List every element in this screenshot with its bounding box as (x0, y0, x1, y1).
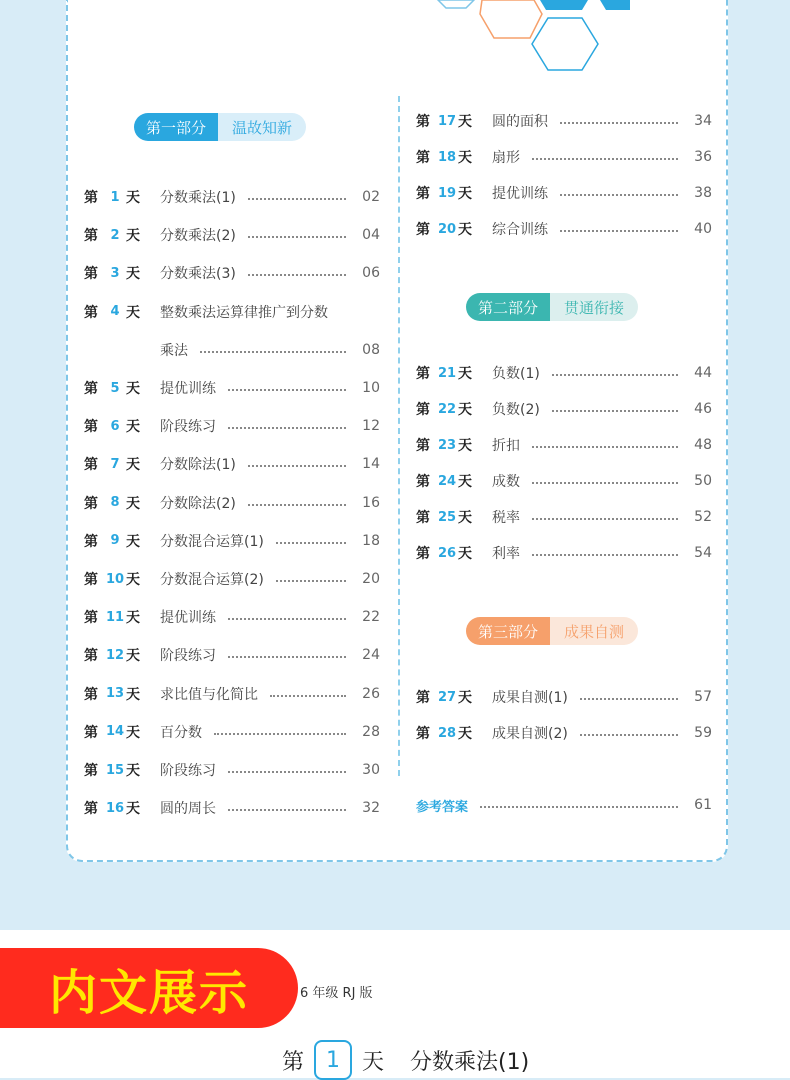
toc-di: 第 (416, 402, 430, 418)
leader-dots (228, 427, 346, 429)
toc-page: 30 (362, 762, 380, 778)
toc-title: 分数混合运算(2) (160, 572, 264, 588)
toc-title: 负数(2) (492, 402, 540, 418)
toc-di: 第 (416, 366, 430, 382)
toc-day-number: 6 (110, 418, 120, 434)
toc-day-number: 22 (437, 401, 457, 417)
toc-row[interactable] (416, 181, 712, 205)
day-heading-di: 第 (282, 1049, 305, 1075)
toc-page: 57 (694, 689, 712, 705)
toc-day-number: 23 (437, 437, 457, 453)
toc-tian: 天 (126, 190, 140, 206)
section-name-label: 成果自测 (550, 617, 638, 645)
toc-tian: 天 (126, 686, 140, 703)
toc-title: 分数乘法(1) (160, 190, 236, 206)
toc-tian: 天 (126, 457, 140, 474)
toc-title: 分数混合运算(1) (160, 533, 264, 550)
toc-di: 第 (84, 419, 98, 436)
section-name-label: 贯通衔接 (550, 293, 638, 321)
toc-tian: 天 (458, 546, 472, 562)
section-name-label: 温故知新 (218, 113, 306, 141)
answers-page: 61 (694, 797, 712, 813)
toc-di: 第 (416, 186, 430, 202)
toc-tian: 天 (126, 572, 140, 588)
toc-di: 第 (84, 533, 98, 550)
toc-page: 06 (362, 265, 380, 282)
toc-tian: 天 (458, 222, 472, 238)
toc-title: 阶段练习 (160, 763, 216, 779)
leader-dots (560, 122, 678, 124)
toc-title: 阶段练习 (160, 419, 216, 436)
toc-tian: 天 (458, 474, 472, 490)
toc-day-number: 10 (105, 571, 125, 587)
toc-title: 提优训练 (492, 186, 548, 202)
leader-dots (276, 542, 346, 544)
toc-tian: 天 (126, 763, 140, 779)
toc-di: 第 (84, 304, 98, 321)
leader-dots (214, 733, 346, 735)
toc-di: 第 (416, 726, 430, 742)
toc-page: 46 (694, 401, 712, 417)
toc-day-number: 5 (110, 380, 120, 396)
toc-di: 第 (84, 610, 98, 627)
toc-row[interactable] (84, 720, 380, 744)
toc-row[interactable] (84, 338, 380, 362)
toc-row[interactable] (416, 433, 712, 457)
toc-day-number: 27 (437, 689, 457, 705)
toc-di: 第 (84, 190, 98, 206)
toc-page: 24 (362, 647, 380, 664)
leader-dots (480, 806, 678, 808)
toc-title: 圆的周长 (160, 801, 216, 818)
toc-tian: 天 (126, 419, 140, 436)
toc-row[interactable] (416, 361, 712, 385)
toc-day-number: 26 (437, 545, 457, 561)
section-part-label: 第二部分 (466, 293, 550, 321)
toc-tian: 天 (126, 381, 140, 397)
toc-row[interactable] (84, 567, 380, 591)
toc-tian: 天 (458, 438, 472, 454)
toc-tian: 天 (458, 690, 472, 706)
leader-dots (228, 809, 346, 811)
toc-title: 成果自测(2) (492, 726, 568, 742)
toc-row[interactable] (416, 397, 712, 421)
toc-row[interactable] (416, 541, 712, 565)
toc-page: 04 (362, 227, 380, 244)
toc-day-number: 24 (437, 473, 457, 489)
leader-dots (248, 465, 346, 467)
toc-page: 32 (362, 800, 380, 817)
leader-dots (228, 618, 346, 620)
toc-page: 02 (362, 189, 380, 205)
toc-di: 第 (416, 510, 430, 526)
toc-day-number: 13 (105, 686, 125, 702)
leader-dots (228, 656, 346, 658)
toc-day-number: 28 (437, 725, 457, 741)
section-header-2 (466, 293, 638, 321)
leader-dots (276, 580, 346, 582)
toc-title: 乘法 (160, 342, 188, 359)
toc-row[interactable] (84, 414, 380, 438)
toc-title: 分数除法(2) (160, 495, 236, 512)
toc-page: 26 (362, 685, 380, 702)
toc-title: 扇形 (492, 150, 520, 166)
toc-page: 12 (362, 418, 380, 435)
toc-di: 第 (416, 438, 430, 454)
toc-day-number: 7 (110, 456, 120, 472)
toc-day-number: 18 (437, 149, 457, 165)
leader-dots (532, 554, 678, 556)
toc-day-number: 21 (437, 365, 457, 381)
toc-row[interactable] (416, 109, 712, 133)
toc-day-number: 8 (110, 495, 120, 511)
leader-dots (248, 504, 346, 506)
toc-title: 百分数 (160, 724, 202, 741)
toc-tian: 天 (458, 150, 472, 166)
toc-di: 第 (416, 546, 430, 562)
toc-title: 分数除法(1) (160, 457, 236, 474)
section-header-1 (134, 113, 306, 141)
leader-dots (560, 230, 678, 232)
toc-title: 阶段练习 (160, 648, 216, 665)
toc-tian: 天 (126, 610, 140, 627)
leader-dots (248, 274, 346, 276)
day-heading (282, 1040, 529, 1080)
toc-day-number: 16 (105, 800, 125, 816)
toc-page: 54 (694, 545, 712, 561)
column-divider (398, 96, 400, 776)
toc-di: 第 (84, 266, 98, 283)
toc-di: 第 (416, 690, 430, 706)
toc-di: 第 (84, 228, 98, 245)
day-number-box (314, 1040, 352, 1080)
toc-day-number: 2 (110, 227, 120, 243)
toc-row[interactable] (416, 721, 712, 745)
toc-day-number: 17 (437, 113, 457, 129)
answers-label: 参考答案 (416, 799, 469, 815)
section-part-label: 第一部分 (134, 113, 218, 141)
leader-dots (552, 374, 678, 376)
toc-title: 分数乘法(3) (160, 266, 236, 283)
toc-row[interactable] (84, 376, 380, 400)
leader-dots (560, 194, 678, 196)
toc-tian: 天 (126, 228, 140, 245)
leader-dots (228, 389, 346, 391)
toc-tian: 天 (126, 304, 140, 321)
toc-row[interactable] (84, 605, 380, 629)
toc-day-number: 1 (110, 189, 120, 205)
toc-row[interactable] (84, 185, 380, 209)
leader-dots (580, 734, 678, 736)
toc-di: 第 (84, 724, 98, 741)
toc-tian: 天 (458, 366, 472, 382)
answers-row[interactable] (416, 793, 712, 817)
toc-title: 利率 (492, 546, 520, 562)
toc-di: 第 (84, 495, 98, 512)
toc-day-number: 14 (105, 724, 125, 740)
toc-page: 08 (362, 341, 380, 358)
toc-row[interactable] (416, 145, 712, 169)
toc-row[interactable] (84, 223, 380, 247)
toc-row[interactable] (84, 300, 380, 324)
toc-title: 提优训练 (160, 610, 216, 627)
toc-page: 38 (694, 185, 712, 201)
toc-page: 16 (362, 494, 380, 511)
toc-title: 综合训练 (492, 222, 548, 238)
hexagon-decoration (430, 0, 630, 80)
toc-day-number: 11 (105, 609, 125, 625)
leader-dots (248, 236, 346, 238)
toc-page: 40 (694, 221, 712, 237)
grade-label: 6 年级 RJ 版 (300, 986, 373, 1001)
toc-page: 50 (694, 473, 712, 489)
toc-title: 圆的面积 (492, 114, 548, 130)
toc-title: 税率 (492, 510, 520, 526)
toc-tian: 天 (126, 266, 140, 283)
leader-dots (580, 698, 678, 700)
toc-title: 提优训练 (160, 381, 216, 397)
section-header-3 (466, 617, 638, 645)
toc-day-number: 9 (110, 533, 120, 549)
day-heading-title: 分数乘法(1) (410, 1049, 530, 1075)
toc-title: 负数(1) (492, 366, 540, 382)
toc-tian: 天 (458, 186, 472, 202)
toc-tian: 天 (458, 726, 472, 742)
toc-title: 求比值与化简比 (160, 686, 258, 703)
toc-di: 第 (84, 381, 98, 397)
leader-dots (200, 351, 346, 353)
toc-day-number: 15 (105, 762, 125, 778)
leader-dots (532, 446, 678, 448)
leader-dots (532, 482, 678, 484)
leader-dots (270, 695, 346, 697)
toc-row[interactable] (416, 505, 712, 529)
toc-title: 成数 (492, 474, 520, 490)
toc-title: 成果自测(1) (492, 690, 568, 706)
toc-tian: 天 (126, 533, 140, 550)
toc-di: 第 (84, 801, 98, 818)
day-heading-tian: 天 (362, 1049, 385, 1075)
toc-row[interactable] (84, 491, 380, 515)
toc-row[interactable] (84, 796, 380, 820)
toc-di: 第 (416, 474, 430, 490)
toc-tian: 天 (126, 724, 140, 741)
toc-page: 59 (694, 725, 712, 741)
toc-tian: 天 (458, 114, 472, 130)
toc-day-number: 3 (110, 265, 120, 281)
leader-dots (532, 518, 678, 520)
toc-row[interactable] (416, 217, 712, 241)
toc-page: 10 (362, 380, 380, 396)
toc-page: 48 (694, 437, 712, 453)
toc-di: 第 (84, 457, 98, 474)
day-number: 1 (326, 1047, 341, 1073)
toc-title: 分数乘法(2) (160, 228, 236, 245)
toc-day-number: 12 (105, 647, 125, 663)
section-part-label: 第三部分 (466, 617, 550, 645)
toc-page: 52 (694, 509, 712, 525)
toc-day-number: 25 (437, 509, 457, 525)
toc-page: 28 (362, 723, 380, 740)
toc-tian: 天 (126, 648, 140, 665)
toc-day-number: 20 (437, 221, 457, 237)
toc-row[interactable] (416, 685, 712, 709)
toc-di: 第 (84, 686, 98, 703)
toc-row[interactable] (84, 452, 380, 476)
toc-page: 22 (362, 609, 380, 626)
toc-tian: 天 (458, 402, 472, 418)
toc-di: 第 (416, 114, 430, 130)
toc-title: 整数乘法运算律推广到分数 (160, 304, 328, 321)
toc-di: 第 (416, 222, 430, 238)
toc-tian: 天 (126, 495, 140, 512)
toc-day-number: 4 (110, 304, 120, 320)
toc-tian: 天 (126, 801, 140, 818)
preview-banner: 内文展示 (0, 948, 298, 1028)
toc-page: 20 (362, 571, 380, 587)
toc-page: 14 (362, 456, 380, 473)
leader-dots (552, 410, 678, 412)
toc-day-number: 19 (437, 185, 457, 201)
toc-row[interactable] (416, 469, 712, 493)
toc-di: 第 (84, 572, 98, 588)
toc-tian: 天 (458, 510, 472, 526)
toc-di: 第 (84, 763, 98, 779)
toc-row[interactable] (84, 758, 380, 782)
toc-page: 44 (694, 365, 712, 381)
leader-dots (228, 771, 346, 773)
leader-dots (532, 158, 678, 160)
toc-di: 第 (84, 648, 98, 665)
leader-dots (248, 198, 346, 200)
toc-page: 18 (362, 532, 380, 549)
toc-page: 34 (694, 113, 712, 129)
toc-page: 36 (694, 149, 712, 165)
toc-title: 折扣 (492, 438, 520, 454)
toc-row[interactable] (84, 261, 380, 285)
toc-row[interactable] (84, 643, 380, 667)
toc-di: 第 (416, 150, 430, 166)
toc-row[interactable] (84, 529, 380, 553)
toc-row[interactable] (84, 682, 380, 706)
